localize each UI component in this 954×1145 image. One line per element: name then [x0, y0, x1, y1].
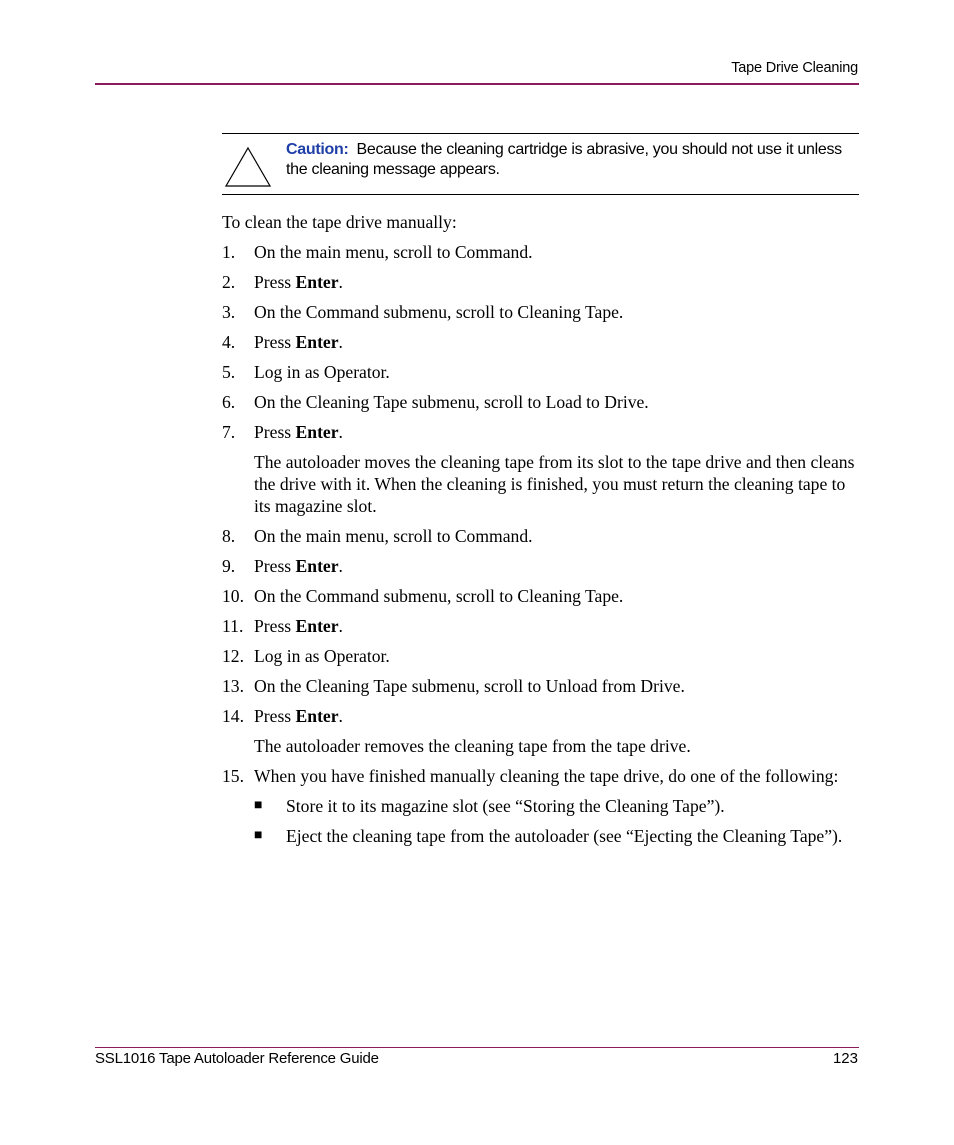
- step-item: [222, 391, 859, 413]
- step-item: [222, 675, 859, 697]
- caution-text: Because the cleaning cartridge is abrasive, you should not use it unless the cleaning message appears.: [286, 141, 842, 178]
- step-text-prefix: Press: [254, 332, 296, 352]
- caution-box: [222, 133, 859, 195]
- step-text: On the Command submenu, scroll to Cleaning Tape.: [254, 586, 624, 606]
- step-note: The autoloader removes the cleaning tape from the tape drive.: [254, 736, 691, 756]
- step-number: 6.: [222, 392, 236, 412]
- step-item: [222, 241, 859, 263]
- step-number: 8.: [222, 526, 236, 546]
- enter-key-label: Enter: [295, 616, 339, 636]
- step-text: [254, 555, 859, 577]
- step-number: 2.: [222, 272, 236, 292]
- step-text-suffix: .: [338, 422, 343, 442]
- running-header: Tape Drive Cleaning: [731, 60, 858, 76]
- step-text: [254, 331, 859, 353]
- step-text: [254, 615, 859, 637]
- bullet-item: [254, 795, 859, 817]
- step-text-suffix: .: [338, 272, 343, 292]
- header-rule: [95, 83, 859, 85]
- step-text-prefix: Press: [254, 556, 296, 576]
- step-number: 12.: [222, 646, 244, 666]
- enter-key-label: Enter: [295, 422, 339, 442]
- step-item: [222, 615, 859, 637]
- step-text-prefix: Press: [254, 706, 296, 726]
- footer-rule: [95, 1047, 859, 1048]
- step-number: 7.: [222, 422, 236, 442]
- step-text: On the Cleaning Tape submenu, scroll to Unload from Drive.: [254, 676, 685, 696]
- step-number: 3.: [222, 302, 236, 322]
- step-text: [254, 271, 859, 293]
- square-bullet-icon: ■: [254, 828, 263, 843]
- step-note: The autoloader moves the cleaning tape from its slot to the tape drive and then cleans the drive with it. When the cleaning is finished, you must return the cleaning tape to its magazine slot.: [254, 452, 855, 516]
- step-text-suffix: .: [338, 706, 343, 726]
- step-number: 14.: [222, 706, 244, 726]
- step-text-prefix: Press: [254, 272, 296, 292]
- enter-key-label: Enter: [295, 706, 339, 726]
- step-item: [222, 585, 859, 607]
- step-item: [222, 331, 859, 353]
- step-text: When you have finished manually cleaning the tape drive, do one of the following:: [254, 766, 839, 786]
- step-item: [222, 555, 859, 577]
- enter-key-label: Enter: [295, 272, 339, 292]
- enter-key-label: Enter: [295, 332, 339, 352]
- intro-paragraph: To clean the tape drive manually:: [222, 212, 457, 232]
- step-item: [222, 271, 859, 293]
- step-item: [222, 765, 859, 847]
- step-number: 9.: [222, 556, 236, 576]
- step-number: 11.: [222, 616, 244, 636]
- step-number: 10.: [222, 586, 244, 606]
- guide-title: SSL1016 Tape Autoloader Reference Guide: [95, 1050, 379, 1067]
- steps-list: [222, 241, 859, 855]
- bullet-text: Store it to its magazine slot (see “Storing the Cleaning Tape”).: [286, 796, 725, 816]
- page-number: 123: [832, 1050, 858, 1067]
- step-text: Log in as Operator.: [254, 646, 390, 666]
- step-text-suffix: .: [338, 332, 343, 352]
- bullet-item: [254, 825, 859, 847]
- step-item: [222, 525, 859, 547]
- step-number: 13.: [222, 676, 244, 696]
- step-item: [222, 705, 859, 757]
- step-number: 5.: [222, 362, 236, 382]
- step-item: [222, 361, 859, 383]
- step-item: [222, 301, 859, 323]
- step-text: [254, 421, 859, 443]
- step-text: On the Cleaning Tape submenu, scroll to Load to Drive.: [254, 392, 649, 412]
- step-number: 1.: [222, 242, 236, 262]
- step-text-suffix: .: [338, 616, 343, 636]
- square-bullet-icon: ■: [254, 798, 263, 813]
- step-text-prefix: Press: [254, 422, 296, 442]
- warning-triangle-icon: [224, 146, 272, 188]
- bullet-text: Eject the cleaning tape from the autoloader (see “Ejecting the Cleaning Tape”).: [286, 826, 843, 846]
- step-number: 15.: [222, 766, 244, 786]
- step-text-prefix: Press: [254, 616, 296, 636]
- caution-label: Caution:: [286, 141, 349, 158]
- step-number: 4.: [222, 332, 236, 352]
- step-text: On the main menu, scroll to Command.: [254, 242, 533, 262]
- step-text: [254, 705, 859, 727]
- step-text: On the Command submenu, scroll to Cleaning Tape.: [254, 302, 624, 322]
- step-item: [222, 645, 859, 667]
- step-text: Log in as Operator.: [254, 362, 390, 382]
- caution-message: [286, 140, 846, 180]
- step-item: [222, 421, 859, 517]
- enter-key-label: Enter: [295, 556, 339, 576]
- step-text: On the main menu, scroll to Command.: [254, 526, 533, 546]
- step-text-suffix: .: [338, 556, 343, 576]
